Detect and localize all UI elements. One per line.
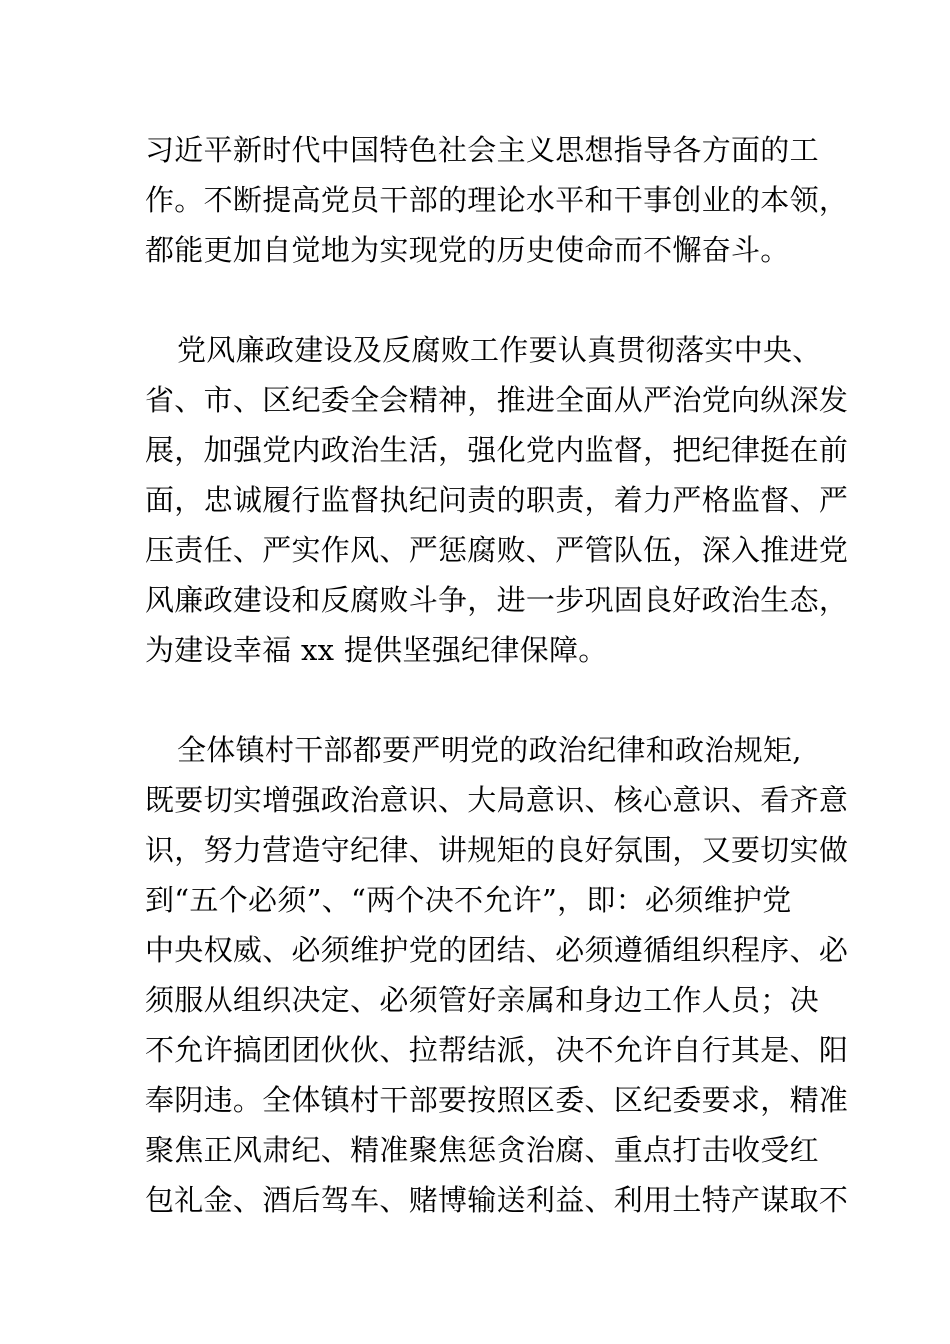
- text-line: 识，努力营造守纪律、讲规矩的良好氛围，又要切实做: [145, 833, 849, 867]
- text-line: 展，加强党内政治生活，强化党内监督，把纪律挺在前: [145, 433, 849, 467]
- text-line: 须服从组织决定、必须管好亲属和身边工作人员；决: [145, 983, 819, 1017]
- text-line: 压责任、严实作风、严惩腐败、严管队伍，深入推进党: [145, 533, 849, 567]
- text-line: 为建设幸福 xx 提供坚强纪律保障。: [145, 633, 608, 667]
- text-line: 作。不断提高党员干部的理论水平和干事创业的本领，: [145, 183, 849, 217]
- text-line: 聚焦正风肃纪、精准聚焦惩贪治腐、重点打击收受红: [145, 1133, 819, 1167]
- text-line: 面，忠诚履行监督执纪问责的职责，着力严格监督、严: [145, 483, 849, 517]
- text-line: 省、市、区纪委全会精神，推进全面从严治党向纵深发: [145, 383, 849, 417]
- text-line: 习近平新时代中国特色社会主义思想指导各方面的工: [145, 133, 819, 167]
- text-line: 风廉政建设和反腐败斗争，进一步巩固良好政治生态，: [145, 583, 849, 617]
- text-line: 奉阴违。全体镇村干部要按照区委、区纪委要求，精准: [145, 1083, 849, 1117]
- text-line: 不允许搞团团伙伙、拉帮结派，决不允许自行其是、阳: [145, 1033, 849, 1067]
- text-line: 全体镇村干部都要严明党的政治纪律和政治规矩,: [177, 733, 802, 767]
- text-line: 都能更加自觉地为实现党的历史使命而不懈奋斗。: [145, 233, 790, 267]
- text-line: 中央权威、必须维护党的团结、必须遵循组织程序、必: [145, 933, 849, 967]
- text-line: 到“五个必须”、“两个决不允许”，即：必须维护党: [145, 883, 792, 917]
- text-line: 包礼金、酒后驾车、赌博输送利益、利用土特产谋取不: [145, 1183, 849, 1217]
- text-line: 既要切实增强政治意识、大局意识、核心意识、看齐意: [145, 783, 849, 817]
- text-line: 党风廉政建设及反腐败工作要认真贯彻落实中央、: [177, 333, 822, 367]
